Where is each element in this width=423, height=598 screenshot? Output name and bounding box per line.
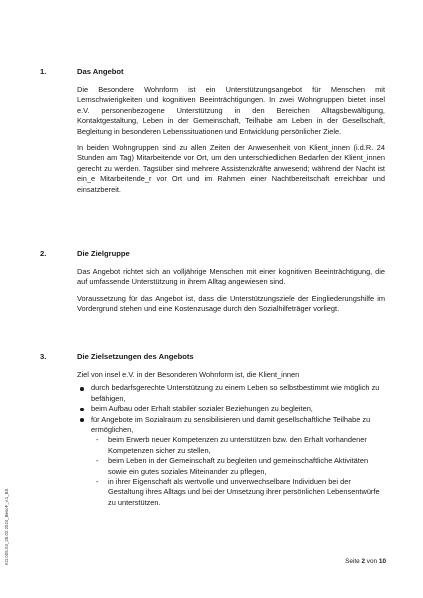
section-heading — [40, 352, 385, 362]
section-title: Die Zielgruppe — [77, 249, 130, 258]
sub-list — [91, 435, 385, 508]
goal-list — [77, 383, 385, 508]
sub-list-item: - beim Erwerb neuer Kompetenzen zu unterstützen bzw. den Erhalt vorhandener Kompetenzen sicher zu stellen, — [91, 435, 385, 456]
section-number: 3. — [40, 352, 47, 361]
page-label: Seite — [345, 558, 362, 565]
section-zielsetzungen — [40, 352, 385, 508]
list-item — [77, 415, 385, 509]
page-separator: von — [365, 558, 379, 565]
paragraph: Die Besondere Wohnform ist ein Unterstützungsangebot für Menschen mit Lernschwierigkeiten und kognitiven Beeinträchtigungen. In zwei Wohngruppen bietet insel e.V. personenbezogene Unterstützung in den Bereichen Alltagsbewältigung, Kontaktgestaltung, Leben in der Gemeinschaft, Teilhabe am Leben in der Gesellschaft, Begleitung in besonderen Lebenssituationen und Entwicklung persönlicher Ziele. — [77, 85, 385, 136]
page-number-footer — [345, 558, 386, 565]
section-title: Die Zielsetzungen des Angebots — [77, 352, 194, 361]
list-item-text: für Angebote im Sozialraum zu sensibilisieren und damit gesellschaftliche Teilhabe zu ermöglichen, — [91, 414, 371, 435]
document-reference-code: KO.005.03_28.02.2024_BesoF_v.1_BS — [4, 488, 9, 565]
section-heading — [40, 249, 385, 259]
section-die-zielgruppe — [40, 249, 385, 315]
section-number: 2. — [40, 249, 47, 258]
section-das-angebot — [40, 67, 385, 195]
list-item: beim Aufbau oder Erhalt stabiler sozialer Beziehungen zu begleiten, — [77, 404, 385, 414]
list-item: durch bedarfsgerechte Unterstützung zu einem Leben so selbstbestimmt wie möglich zu befähigen, — [77, 383, 385, 404]
paragraph: In beiden Wohngruppen sind zu allen Zeiten der Anwesenheit von Klient_innen (i.d.R. 24 Stunden am Tag) Mitarbeitende vor Ort, um den unterschiedlichen Bedarfen der Klient_innen gerecht zu werden. Tagsüber sind mehrere Assistenzkräfte anwesend; während der Nacht ist ein_e Mitarbeitende_r vor Ort und im Rahmen einer Nachtbereitschaft erreichbar und einsatzbereit. — [77, 143, 385, 194]
section-title: Das Angebot — [77, 67, 124, 76]
section-heading — [40, 67, 385, 77]
section-number: 1. — [40, 67, 47, 76]
sub-list-item: - beim Leben in der Gemeinschaft zu begleiten und gemeinschaftliche Aktivitäten sowie ein gutes soziales Miteinander zu pflegen, — [91, 456, 385, 477]
total-pages: 10 — [378, 558, 386, 565]
current-page: 2 — [361, 558, 366, 565]
paragraph: Voraussetzung für das Angebot ist, dass die Unterstützungsziele der Eingliederungshilfe im Vordergrund stehen und eine Kostenzusage durch den Sozialhilfeträger vorliegt. — [77, 293, 385, 314]
intro-text: Ziel von insel e.V. in der Besonderen Wohnform ist, die Klient_innen — [77, 370, 300, 379]
paragraph: Das Angebot richtet sich an volljährige Menschen mit einer kognitiven Beeinträchtigung, die auf umfassende Unterstützung in ihrem Alltag angewiesen sind. — [77, 267, 385, 287]
sub-list-item: - in ihrer Eigenschaft als wertvolle und unverwechselbare Individuen bei der Gestaltung ihres Alltags und bei der Umsetzung ihrer persönlichen Lebensentwürfe zu unterstützen. — [91, 477, 385, 508]
